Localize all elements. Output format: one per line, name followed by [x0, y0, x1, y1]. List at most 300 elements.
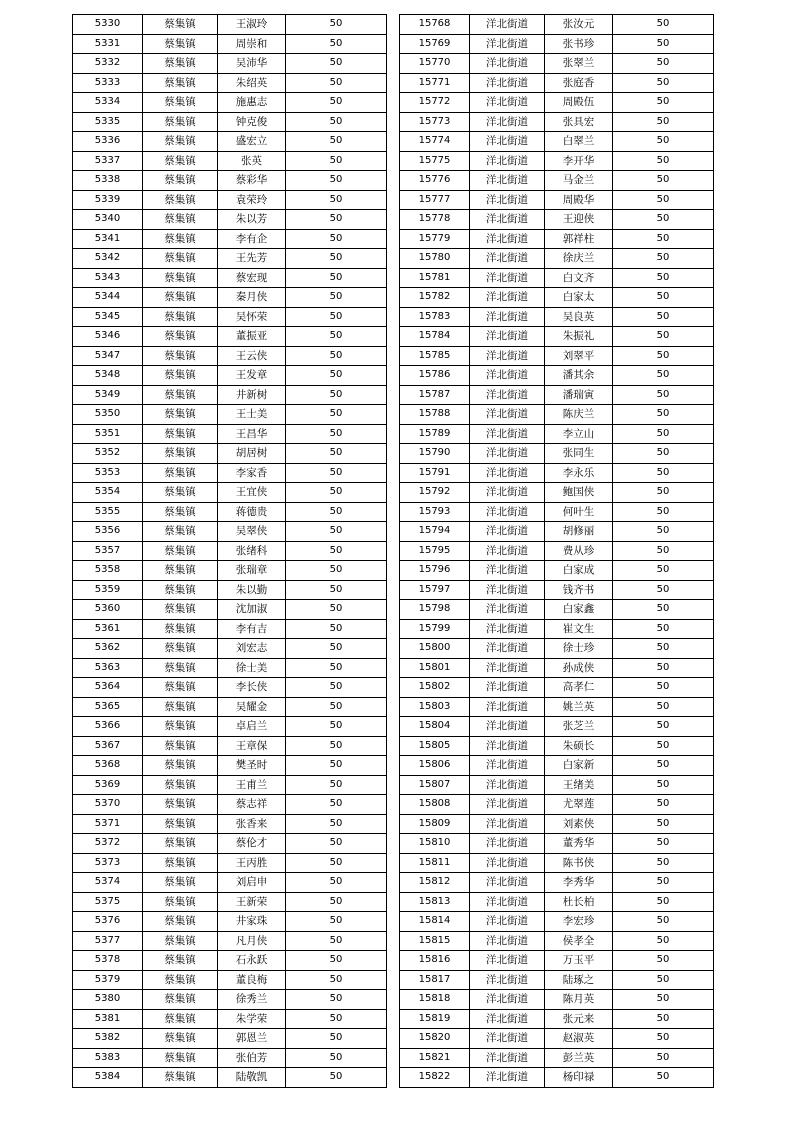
- town-cell: 蔡集镇: [143, 970, 218, 990]
- amount-cell: 50: [286, 444, 387, 464]
- id-cell: 5340: [73, 210, 143, 230]
- id-cell: 5367: [73, 736, 143, 756]
- town-cell: 洋北街道: [470, 639, 545, 659]
- amount-cell: 50: [286, 307, 387, 327]
- town-cell: 洋北街道: [470, 34, 545, 54]
- id-cell: 15801: [400, 658, 470, 678]
- table-row: [400, 1009, 714, 1029]
- name-cell: 蔡彩华: [218, 171, 286, 191]
- amount-cell: 50: [613, 1009, 714, 1029]
- town-cell: 蔡集镇: [143, 190, 218, 210]
- id-cell: 15778: [400, 210, 470, 230]
- town-cell: 蔡集镇: [143, 249, 218, 269]
- town-cell: 蔡集镇: [143, 327, 218, 347]
- amount-cell: 50: [286, 678, 387, 698]
- name-cell: 何叶生: [545, 502, 613, 522]
- amount-cell: 50: [286, 1068, 387, 1088]
- town-cell: 洋北街道: [470, 424, 545, 444]
- id-cell: 5368: [73, 756, 143, 776]
- table-row: [400, 580, 714, 600]
- amount-cell: 50: [286, 853, 387, 873]
- id-cell: 15820: [400, 1029, 470, 1049]
- name-cell: 张庭香: [545, 73, 613, 93]
- table-row: [73, 912, 387, 932]
- amount-cell: 50: [613, 268, 714, 288]
- town-cell: 蔡集镇: [143, 580, 218, 600]
- id-cell: 15818: [400, 990, 470, 1010]
- town-cell: 洋北街道: [470, 1009, 545, 1029]
- town-cell: 洋北街道: [470, 541, 545, 561]
- table-row: [73, 385, 387, 405]
- town-cell: 蔡集镇: [143, 678, 218, 698]
- amount-cell: 50: [613, 522, 714, 542]
- amount-cell: 50: [613, 424, 714, 444]
- name-cell: 张绪科: [218, 541, 286, 561]
- name-cell: 张香来: [218, 814, 286, 834]
- town-cell: 洋北街道: [470, 210, 545, 230]
- id-cell: 15811: [400, 853, 470, 873]
- table-row: [400, 229, 714, 249]
- amount-cell: 50: [286, 151, 387, 171]
- amount-cell: 50: [286, 385, 387, 405]
- id-cell: 15797: [400, 580, 470, 600]
- amount-cell: 50: [613, 931, 714, 951]
- amount-cell: 50: [613, 1048, 714, 1068]
- table-row: [400, 112, 714, 132]
- town-cell: 洋北街道: [470, 112, 545, 132]
- id-cell: 5338: [73, 171, 143, 191]
- table-row: [400, 268, 714, 288]
- table-row: [400, 834, 714, 854]
- town-cell: 蔡集镇: [143, 346, 218, 366]
- id-cell: 15795: [400, 541, 470, 561]
- id-cell: 5347: [73, 346, 143, 366]
- name-cell: 吴耀金: [218, 697, 286, 717]
- id-cell: 15790: [400, 444, 470, 464]
- id-cell: 5369: [73, 775, 143, 795]
- amount-cell: 50: [286, 112, 387, 132]
- amount-cell: 50: [286, 1009, 387, 1029]
- table-row: [73, 190, 387, 210]
- town-cell: 洋北街道: [470, 756, 545, 776]
- id-cell: 15771: [400, 73, 470, 93]
- amount-cell: 50: [613, 561, 714, 581]
- town-cell: 蔡集镇: [143, 912, 218, 932]
- id-cell: 15789: [400, 424, 470, 444]
- name-cell: 姚兰英: [545, 697, 613, 717]
- id-cell: 15810: [400, 834, 470, 854]
- name-cell: 尤翠莲: [545, 795, 613, 815]
- id-cell: 5377: [73, 931, 143, 951]
- table-row: [73, 483, 387, 503]
- town-cell: 洋北街道: [470, 346, 545, 366]
- amount-cell: 50: [286, 619, 387, 639]
- name-cell: 崔文生: [545, 619, 613, 639]
- name-cell: 朱硕长: [545, 736, 613, 756]
- name-cell: 王新荣: [218, 892, 286, 912]
- name-cell: 李立山: [545, 424, 613, 444]
- name-cell: 王淑玲: [218, 15, 286, 35]
- amount-cell: 50: [286, 15, 387, 35]
- id-cell: 5333: [73, 73, 143, 93]
- town-cell: 蔡集镇: [143, 951, 218, 971]
- town-cell: 蔡集镇: [143, 756, 218, 776]
- amount-cell: 50: [286, 346, 387, 366]
- amount-cell: 50: [613, 229, 714, 249]
- table-row: [73, 151, 387, 171]
- town-cell: 蔡集镇: [143, 795, 218, 815]
- name-cell: 马金兰: [545, 171, 613, 191]
- town-cell: 蔡集镇: [143, 1068, 218, 1088]
- id-cell: 15796: [400, 561, 470, 581]
- amount-cell: 50: [286, 132, 387, 152]
- amount-cell: 50: [613, 385, 714, 405]
- town-cell: 蔡集镇: [143, 853, 218, 873]
- id-cell: 15788: [400, 405, 470, 425]
- table-row: [73, 853, 387, 873]
- table-row: [400, 73, 714, 93]
- amount-cell: 50: [613, 366, 714, 386]
- id-cell: 5371: [73, 814, 143, 834]
- name-cell: 白文齐: [545, 268, 613, 288]
- id-cell: 15798: [400, 600, 470, 620]
- town-cell: 洋北街道: [470, 658, 545, 678]
- amount-cell: 50: [613, 1029, 714, 1049]
- town-cell: 蔡集镇: [143, 502, 218, 522]
- amount-cell: 50: [286, 210, 387, 230]
- town-cell: 蔡集镇: [143, 463, 218, 483]
- town-cell: 蔡集镇: [143, 366, 218, 386]
- amount-cell: 50: [286, 54, 387, 74]
- name-cell: 赵淑英: [545, 1029, 613, 1049]
- table-row: [73, 892, 387, 912]
- name-cell: 蔡伦才: [218, 834, 286, 854]
- amount-cell: 50: [286, 522, 387, 542]
- name-cell: 张具宏: [545, 112, 613, 132]
- town-cell: 洋北街道: [470, 73, 545, 93]
- amount-cell: 50: [613, 502, 714, 522]
- table-row: [400, 541, 714, 561]
- town-cell: 洋北街道: [470, 600, 545, 620]
- name-cell: 张瑞章: [218, 561, 286, 581]
- amount-cell: 50: [286, 463, 387, 483]
- table-row: [400, 931, 714, 951]
- id-cell: 5380: [73, 990, 143, 1010]
- amount-cell: 50: [613, 463, 714, 483]
- town-cell: 蔡集镇: [143, 483, 218, 503]
- amount-cell: 50: [613, 190, 714, 210]
- town-cell: 洋北街道: [470, 795, 545, 815]
- table-row: [400, 990, 714, 1010]
- town-cell: 蔡集镇: [143, 1009, 218, 1029]
- amount-cell: 50: [286, 775, 387, 795]
- amount-cell: 50: [613, 541, 714, 561]
- amount-cell: 50: [613, 951, 714, 971]
- table-row: [400, 736, 714, 756]
- name-cell: 周殿华: [545, 190, 613, 210]
- town-cell: 洋北街道: [470, 1029, 545, 1049]
- id-cell: 15808: [400, 795, 470, 815]
- name-cell: 王昌华: [218, 424, 286, 444]
- name-cell: 刘翠平: [545, 346, 613, 366]
- id-cell: 15802: [400, 678, 470, 698]
- id-cell: 5375: [73, 892, 143, 912]
- name-cell: 盛宏立: [218, 132, 286, 152]
- amount-cell: 50: [286, 873, 387, 893]
- town-cell: 洋北街道: [470, 775, 545, 795]
- name-cell: 李家香: [218, 463, 286, 483]
- id-cell: 5346: [73, 327, 143, 347]
- table-row: [73, 522, 387, 542]
- table-row: [73, 171, 387, 191]
- table-row: [73, 639, 387, 659]
- town-cell: 蔡集镇: [143, 834, 218, 854]
- table-row: [400, 795, 714, 815]
- table-row: [400, 249, 714, 269]
- name-cell: 吴良英: [545, 307, 613, 327]
- id-cell: 5383: [73, 1048, 143, 1068]
- amount-cell: 50: [286, 366, 387, 386]
- town-cell: 蔡集镇: [143, 658, 218, 678]
- town-cell: 洋北街道: [470, 853, 545, 873]
- amount-cell: 50: [613, 697, 714, 717]
- amount-cell: 50: [613, 73, 714, 93]
- id-cell: 5352: [73, 444, 143, 464]
- amount-cell: 50: [286, 541, 387, 561]
- table-row: [73, 834, 387, 854]
- table-row: [73, 795, 387, 815]
- amount-cell: 50: [613, 327, 714, 347]
- table-row: [400, 132, 714, 152]
- table-row: [73, 210, 387, 230]
- id-cell: 5372: [73, 834, 143, 854]
- table-row: [73, 502, 387, 522]
- name-cell: 钟克俊: [218, 112, 286, 132]
- table-row: [400, 853, 714, 873]
- town-cell: 蔡集镇: [143, 444, 218, 464]
- id-cell: 5365: [73, 697, 143, 717]
- town-cell: 洋北街道: [470, 229, 545, 249]
- name-cell: 潘瑞寅: [545, 385, 613, 405]
- id-cell: 5349: [73, 385, 143, 405]
- name-cell: 鲍国侠: [545, 483, 613, 503]
- amount-cell: 50: [613, 892, 714, 912]
- amount-cell: 50: [286, 483, 387, 503]
- name-cell: 陈月英: [545, 990, 613, 1010]
- name-cell: 蔡志祥: [218, 795, 286, 815]
- name-cell: 朱学荣: [218, 1009, 286, 1029]
- table-row: [400, 1029, 714, 1049]
- table-row: [73, 424, 387, 444]
- id-cell: 5344: [73, 288, 143, 308]
- amount-cell: 50: [613, 1068, 714, 1088]
- table-row: [400, 678, 714, 698]
- town-cell: 洋北街道: [470, 522, 545, 542]
- town-cell: 蔡集镇: [143, 93, 218, 113]
- amount-cell: 50: [613, 210, 714, 230]
- table-row: [400, 151, 714, 171]
- name-cell: 董秀华: [545, 834, 613, 854]
- id-cell: 15791: [400, 463, 470, 483]
- table-row: [73, 931, 387, 951]
- amount-cell: 50: [613, 619, 714, 639]
- table-row: [73, 229, 387, 249]
- name-cell: 张翠兰: [545, 54, 613, 74]
- name-cell: 刘宏志: [218, 639, 286, 659]
- table-row: [400, 1048, 714, 1068]
- id-cell: 15776: [400, 171, 470, 191]
- amount-cell: 50: [613, 658, 714, 678]
- id-cell: 15774: [400, 132, 470, 152]
- id-cell: 5348: [73, 366, 143, 386]
- id-cell: 5336: [73, 132, 143, 152]
- table-row: [400, 951, 714, 971]
- id-cell: 5332: [73, 54, 143, 74]
- id-cell: 5362: [73, 639, 143, 659]
- table-row: [400, 561, 714, 581]
- id-cell: 5381: [73, 1009, 143, 1029]
- id-cell: 15785: [400, 346, 470, 366]
- id-cell: 5351: [73, 424, 143, 444]
- town-cell: 洋北街道: [470, 697, 545, 717]
- id-cell: 5378: [73, 951, 143, 971]
- table-row: [400, 190, 714, 210]
- id-cell: 15815: [400, 931, 470, 951]
- table-row: [73, 346, 387, 366]
- table-row: [73, 73, 387, 93]
- town-cell: 洋北街道: [470, 307, 545, 327]
- amount-cell: 50: [286, 424, 387, 444]
- name-cell: 陈书侠: [545, 853, 613, 873]
- town-cell: 蔡集镇: [143, 1048, 218, 1068]
- table-row: [400, 697, 714, 717]
- id-cell: 15784: [400, 327, 470, 347]
- id-cell: 5382: [73, 1029, 143, 1049]
- table-row: [400, 970, 714, 990]
- table-row: [73, 814, 387, 834]
- table-row: [73, 268, 387, 288]
- amount-cell: 50: [613, 483, 714, 503]
- table-row: [73, 678, 387, 698]
- table-row: [400, 502, 714, 522]
- name-cell: 王丙胜: [218, 853, 286, 873]
- name-cell: 侯孝全: [545, 931, 613, 951]
- town-cell: 洋北街道: [470, 717, 545, 737]
- id-cell: 15803: [400, 697, 470, 717]
- id-cell: 15781: [400, 268, 470, 288]
- id-cell: 5341: [73, 229, 143, 249]
- amount-cell: 50: [613, 54, 714, 74]
- town-cell: 洋北街道: [470, 463, 545, 483]
- table-row: [400, 54, 714, 74]
- amount-cell: 50: [286, 288, 387, 308]
- amount-cell: 50: [286, 697, 387, 717]
- amount-cell: 50: [613, 112, 714, 132]
- name-cell: 秦月侠: [218, 288, 286, 308]
- name-cell: 张英: [218, 151, 286, 171]
- town-cell: 洋北街道: [470, 483, 545, 503]
- town-cell: 洋北街道: [470, 327, 545, 347]
- table-row: [400, 619, 714, 639]
- table-row: [400, 658, 714, 678]
- town-cell: 蔡集镇: [143, 34, 218, 54]
- amount-cell: 50: [286, 736, 387, 756]
- amount-cell: 50: [613, 970, 714, 990]
- town-cell: 洋北街道: [470, 288, 545, 308]
- id-cell: 15769: [400, 34, 470, 54]
- town-cell: 洋北街道: [470, 190, 545, 210]
- town-cell: 洋北街道: [470, 990, 545, 1010]
- amount-cell: 50: [613, 873, 714, 893]
- town-cell: 洋北街道: [470, 619, 545, 639]
- table-row: [73, 54, 387, 74]
- amount-cell: 50: [613, 814, 714, 834]
- id-cell: 5343: [73, 268, 143, 288]
- amount-cell: 50: [286, 600, 387, 620]
- table-row: [73, 444, 387, 464]
- id-cell: 15780: [400, 249, 470, 269]
- table-row: [73, 970, 387, 990]
- name-cell: 高孝仁: [545, 678, 613, 698]
- table-row: [400, 346, 714, 366]
- table-row: [73, 249, 387, 269]
- town-cell: 蔡集镇: [143, 73, 218, 93]
- name-cell: 徐士珍: [545, 639, 613, 659]
- table-row: [73, 775, 387, 795]
- name-cell: 徐庆兰: [545, 249, 613, 269]
- town-cell: 蔡集镇: [143, 424, 218, 444]
- table-row: [400, 307, 714, 327]
- left-roster-table: [72, 14, 387, 1088]
- id-cell: 5363: [73, 658, 143, 678]
- id-cell: 5373: [73, 853, 143, 873]
- town-cell: 洋北街道: [470, 1068, 545, 1088]
- town-cell: 蔡集镇: [143, 112, 218, 132]
- name-cell: 潘其余: [545, 366, 613, 386]
- table-row: [400, 327, 714, 347]
- amount-cell: 50: [613, 171, 714, 191]
- amount-cell: 50: [613, 15, 714, 35]
- town-cell: 洋北街道: [470, 561, 545, 581]
- name-cell: 王甫兰: [218, 775, 286, 795]
- town-cell: 洋北街道: [470, 834, 545, 854]
- town-cell: 洋北街道: [470, 171, 545, 191]
- table-row: [400, 873, 714, 893]
- table-row: [73, 1048, 387, 1068]
- name-cell: 郭祥柱: [545, 229, 613, 249]
- town-cell: 蔡集镇: [143, 873, 218, 893]
- table-row: [73, 697, 387, 717]
- id-cell: 15779: [400, 229, 470, 249]
- table-row: [400, 288, 714, 308]
- name-cell: 李长侠: [218, 678, 286, 698]
- amount-cell: 50: [286, 249, 387, 269]
- table-row: [73, 405, 387, 425]
- town-cell: 洋北街道: [470, 736, 545, 756]
- amount-cell: 50: [286, 756, 387, 776]
- name-cell: 吴怀荣: [218, 307, 286, 327]
- id-cell: 15792: [400, 483, 470, 503]
- id-cell: 5360: [73, 600, 143, 620]
- id-cell: 5337: [73, 151, 143, 171]
- town-cell: 蔡集镇: [143, 405, 218, 425]
- name-cell: 李宏珍: [545, 912, 613, 932]
- id-cell: 15813: [400, 892, 470, 912]
- table-row: [73, 93, 387, 113]
- id-cell: 5384: [73, 1068, 143, 1088]
- table-row: [73, 756, 387, 776]
- table-row: [73, 1009, 387, 1029]
